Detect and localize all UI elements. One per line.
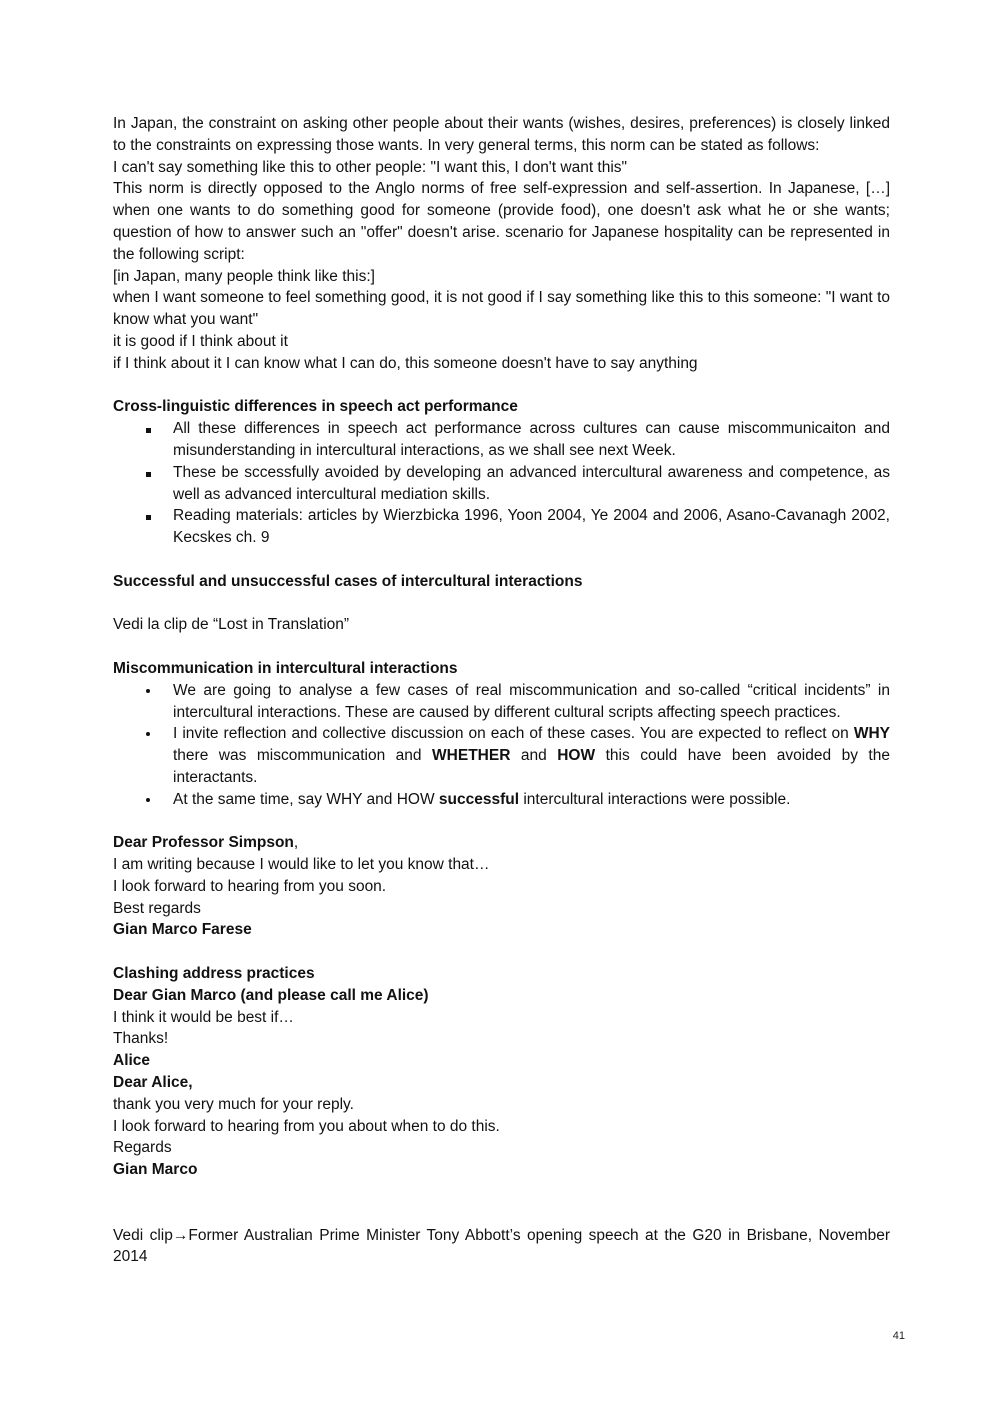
reply-salutation: Dear Alice,	[113, 1074, 193, 1092]
cross-linguistic-heading: Cross-linguistic differences in speech act performance	[113, 398, 518, 416]
letter-signature: Gian Marco Farese	[113, 921, 252, 939]
list-item: We are going to analyse a few cases of real miscommunication and so-called “critical incidents” in intercultural interactions. These are caused by different cultural scripts affecting speech practices.	[113, 680, 890, 724]
list-item: All these differences in speech act performance across cultures can cause miscommunicaiton and misunderstanding in intercultural interactions, as we shall see next Week.	[113, 418, 890, 462]
script-line: it is good if I think about it	[113, 332, 288, 350]
item-text: there was miscommunication and	[173, 747, 433, 765]
letter-line: I look forward to hearing from you about when to do this.	[113, 1117, 500, 1135]
miscommunication-heading: Miscommunication in intercultural interactions	[113, 659, 458, 677]
list-item	[113, 723, 890, 788]
list-item: These be sccessfully avoided by developing an advanced intercultural awareness and competence, as well as advanced intercultural mediation skills.	[113, 462, 890, 506]
why-bold: WHY	[853, 725, 890, 743]
letter-line: I think it would be best if…	[113, 1008, 294, 1026]
script-line: if I think about it I can know what I can do, this someone doesn't have to say anything	[113, 354, 698, 372]
miscommunication-list	[113, 680, 890, 811]
intro-paragraph: In Japan, the constraint on asking other people about their wants (wishes, desires, preferences) is closely linked to the constraints on expressing those wants. In very general terms, this norm can be stated as follows:	[113, 115, 890, 154]
letter-line: I am writing because I would like to let you know that…	[113, 856, 490, 874]
item-text: intercultural interactions were possible.	[519, 790, 791, 808]
clashing-address-heading: Clashing address practices	[113, 965, 315, 983]
clip-prefix: Vedi clip	[113, 1226, 173, 1244]
how-bold: HOW	[557, 747, 596, 765]
item-text: At the same time, say WHY and HOW	[173, 790, 439, 808]
letter-signature: Gian Marco	[113, 1161, 198, 1179]
g20-clip-paragraph	[113, 1225, 890, 1269]
letter-line: thank you very much for your reply.	[113, 1095, 354, 1113]
list-item: Reading materials: articles by Wierzbicka 1996, Yoon 2004, Ye 2004 and 2006, Asano-Cavanagh 2002, Kecskes ch. 9	[113, 505, 890, 549]
successful-bold: successful	[438, 790, 520, 808]
page-number: 41	[892, 1330, 905, 1342]
script-line: when I want someone to feel something good, it is not good if I say something like this to this someone: "I want to know what you want"	[113, 289, 890, 329]
arrow-right-icon: →	[172, 1226, 189, 1244]
letter-line: I look forward to hearing from you soon.	[113, 877, 387, 895]
anglo-norm-paragraph: This norm is directly opposed to the Anglo norms of free self-expression and self-assertion. In Japanese, […] when one wants to do something good for someone (provide food), one doesn't ask what he or she wants; question of how to answer such an "offer" doesn't arise. scenario for Japanese hospitality can be represented in the following script:	[113, 180, 890, 263]
letter-closing: Best regards	[113, 899, 201, 917]
script-line: [in Japan, many people think like this:]	[113, 267, 375, 285]
clip-description: Former Australian Prime Minister Tony Abbott’s opening speech at the G20 in Brisbane, November 2014	[113, 1226, 890, 1266]
item-text: I invite reflection and collective discussion on each of these cases. You are expected to reflect on	[173, 725, 854, 743]
letter-line: Thanks!	[113, 1030, 169, 1048]
list-item	[113, 789, 890, 811]
letter-signature: Alice	[113, 1052, 151, 1070]
document-page	[113, 113, 890, 1268]
salutation-comma: ,	[293, 834, 299, 852]
lost-in-translation-clip: Vedi la clip de “Lost in Translation”	[113, 616, 350, 634]
letter-closing: Regards	[113, 1139, 172, 1157]
cross-linguistic-list	[113, 418, 890, 549]
letter-salutation	[113, 832, 890, 854]
successful-cases-heading: Successful and unsuccessful cases of intercultural interactions	[113, 572, 583, 590]
whether-bold: WHETHER	[432, 747, 511, 765]
item-text: and	[510, 747, 558, 765]
salutation-name: Dear Professor Simpson	[113, 834, 294, 852]
norm-statement: I can't say something like this to other people: "I want this, I don't want this"	[113, 158, 628, 176]
item-text: this could have been avoided by the interactants.	[173, 747, 890, 786]
letter-salutation: Dear Gian Marco (and please call me Alice)	[113, 986, 429, 1004]
